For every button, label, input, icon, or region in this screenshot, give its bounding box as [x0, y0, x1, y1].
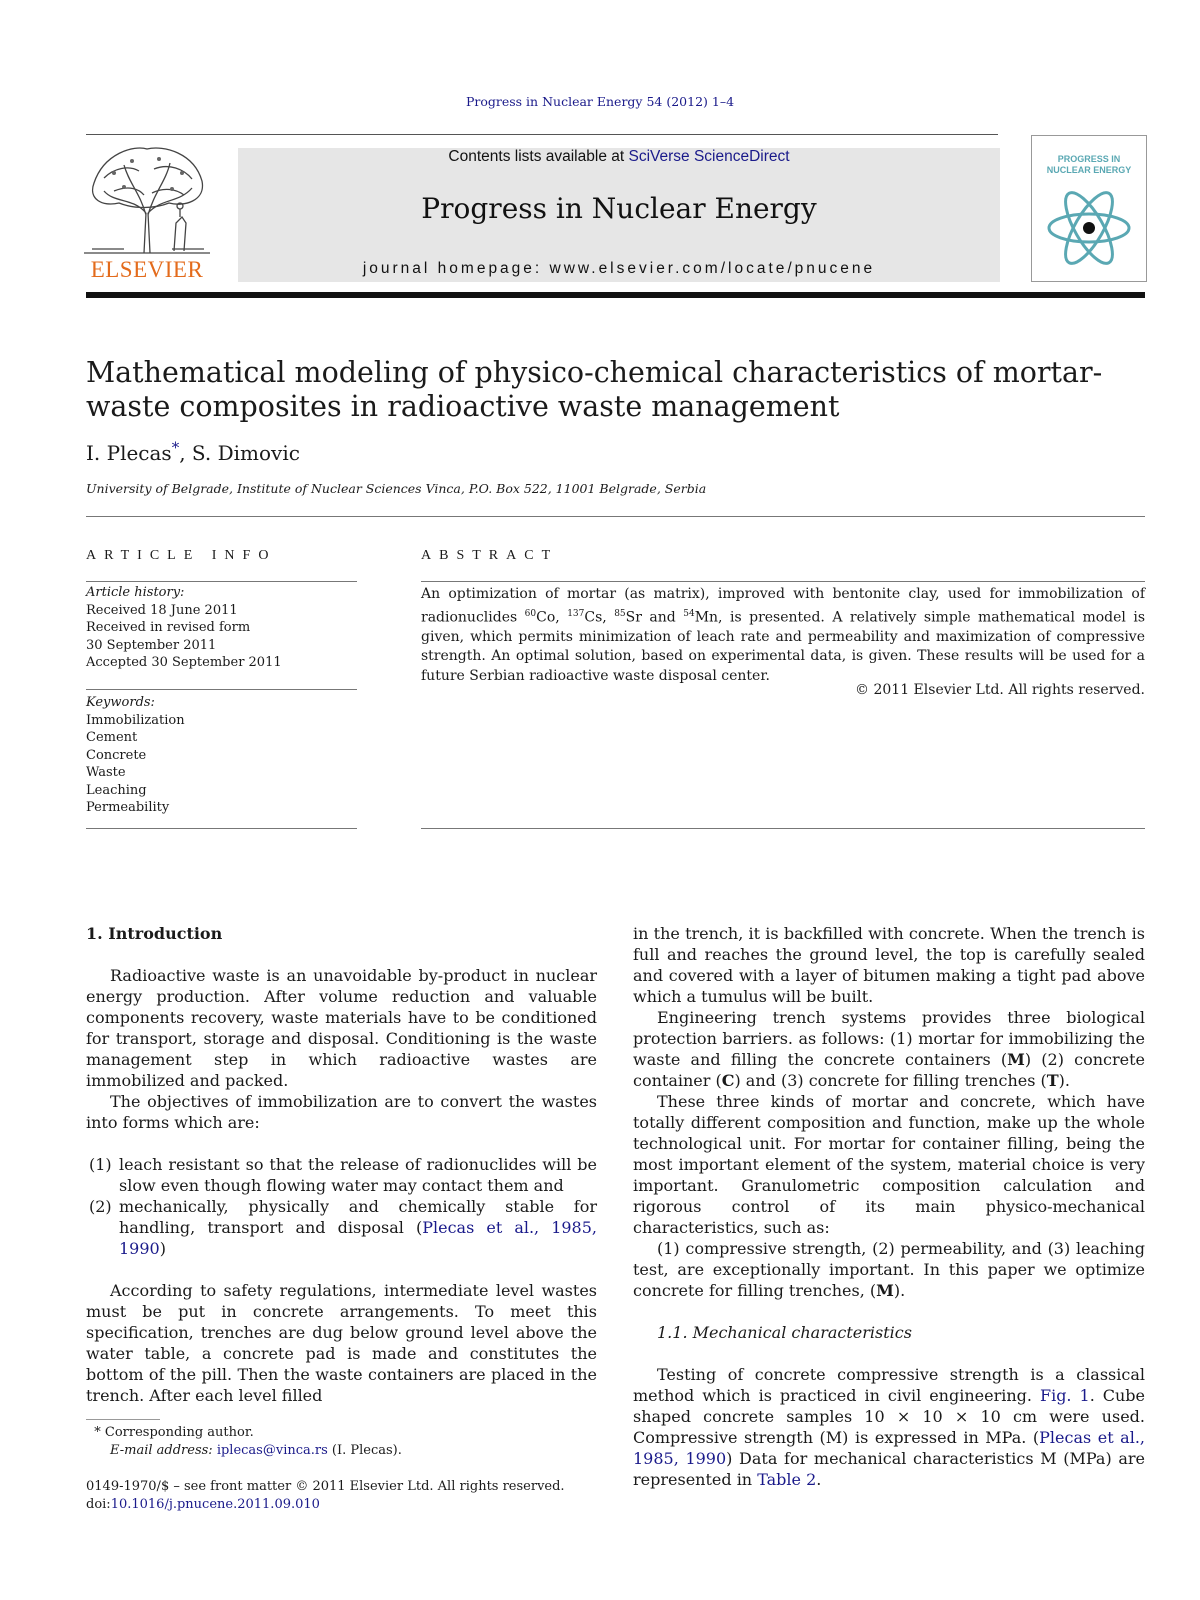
- isotope-mass-number: 54: [683, 608, 695, 619]
- article-history: [86, 584, 357, 672]
- doi-line: [86, 1496, 565, 1514]
- footnote-mark: *: [94, 1425, 101, 1440]
- text-segment: Engineering trench systems provides three biological protection barriers. as follows: (1) mortar for immobilizing the waste and filling the concrete containers (: [633, 1008, 1145, 1069]
- abstract-text: [421, 585, 1145, 686]
- text-segment: ).: [1058, 1071, 1070, 1090]
- abstract-segment: Co,: [536, 609, 568, 626]
- numbered-list: [86, 1154, 597, 1259]
- list-item: [86, 1196, 597, 1259]
- journal-name: Progress in Nuclear Energy: [421, 192, 817, 225]
- keywords-label: Keywords:: [86, 695, 155, 710]
- text-segment: ) and (3) concrete for filling trenches (: [734, 1071, 1047, 1090]
- elsevier-logo[interactable]: [84, 143, 210, 283]
- bold-symbol: T: [1046, 1071, 1059, 1090]
- abstract-copyright: © 2011 Elsevier Ltd. All rights reserved.: [855, 682, 1145, 698]
- text-segment: (1) compressive strength, (2) permeability, and (3) leaching test, are exceptionally important. In this paper we optimize concrete for filling trenches, (: [633, 1239, 1145, 1300]
- bold-symbol: M: [876, 1281, 894, 1300]
- text-segment: ).: [893, 1281, 906, 1300]
- email-link[interactable]: iplecas@vinca.rs: [216, 1442, 328, 1458]
- paragraph: Radioactive waste is an unavoidable by-product in nuclear energy production. After volume reduction and valuable components recovery, waste materials have to be conditioned for transport, storage and disposal. Conditioning is the waste management step in which radioactive wastes are immobilized and packed.: [86, 966, 597, 1090]
- footnote: [86, 1424, 402, 1459]
- issn-line: 0149-1970/$ – see front matter © 2011 Elsevier Ltd. All rights reserved.: [86, 1479, 565, 1494]
- divider: [421, 828, 1145, 829]
- divider: [86, 581, 357, 582]
- footnote-corresponding: [86, 1424, 402, 1442]
- text-segment: ) Data for mechanical characteristics M (MPa) are represented in: [633, 1449, 1146, 1489]
- article-title: Mathematical modeling of physico-chemical characteristics of mortar-waste composites in radioactive waste management: [86, 356, 1103, 423]
- list-item-text: mechanically, physically and chemically stable for handling, transport and disposal (: [119, 1197, 597, 1237]
- article-info-heading: ARTICLE INFO: [86, 548, 277, 563]
- abstract-segment: Cs,: [584, 609, 615, 626]
- paragraph: in the trench, it is backfilled with concrete. When the trench is full and reaches the ground level, the top is carefully sealed and covered with a layer of bitumen making a tight pad above which a tumulus will be built.: [633, 924, 1145, 1006]
- subsection-heading: 1.1. Mechanical characteristics: [657, 1323, 912, 1342]
- isotope-mass-number: 137: [567, 608, 585, 619]
- author-list: [86, 438, 300, 465]
- journal-cover-thumbnail[interactable]: [1031, 135, 1147, 282]
- bold-symbol: M: [1007, 1050, 1025, 1069]
- journal-citation[interactable]: Progress in Nuclear Energy 54 (2012) 1–4: [465, 94, 735, 109]
- history-label: Article history:: [86, 585, 185, 600]
- cover-title-line-2: NUCLEAR ENERGY: [1046, 165, 1132, 175]
- paragraph: According to safety regulations, intermediate level wastes must be put in concrete arrangements. To meet this specification, trenches are dug below ground level above the water table, a concrete pad is made and constitutes the bottom of the pill. Then the waste containers are placed in the trench. After each level filled: [86, 1281, 597, 1405]
- text-segment: . Cube shaped concrete samples 10 × 10 × 10 cm were used. Compressive strength (M) is expressed in MPa. (: [633, 1386, 1146, 1447]
- body-column-left: [86, 923, 597, 1406]
- tree-icon: [84, 143, 210, 255]
- footnote-rule: [86, 1419, 160, 1420]
- header-rule: [86, 134, 998, 135]
- paragraph: These three kinds of mortar and concrete, which have totally different composition and function, make up the whole technological unit. For mortar for container filling, being the most important element of the system, material choice is very important. Granulometric composition calculation and rigorous control of its main physico-mechanical characteristics, such as:: [633, 1092, 1145, 1237]
- history-item: Received 18 June 2011: [86, 602, 238, 618]
- keyword: Concrete: [86, 747, 147, 763]
- text-segment: .: [816, 1470, 822, 1489]
- text-segment: Testing of concrete compressive strength is a classical method which is practiced in civil engineering.: [633, 1365, 1145, 1405]
- paragraph: [633, 1238, 1145, 1301]
- divider: [86, 689, 357, 690]
- divider: [421, 581, 1145, 582]
- author-name[interactable]: , S. Dimovic: [179, 441, 300, 465]
- doi-label: doi:: [86, 1496, 111, 1512]
- citation-link[interactable]: Plecas et al., 1985, 1990: [633, 1428, 1145, 1468]
- table-link[interactable]: Table 2: [757, 1470, 817, 1489]
- bold-symbol: C: [721, 1071, 735, 1090]
- cover-title: [1032, 154, 1146, 176]
- footnote-text: Corresponding author.: [100, 1425, 254, 1440]
- paragraph: [633, 1007, 1145, 1091]
- abstract-segment: Sr and: [625, 609, 684, 626]
- front-matter: [86, 1478, 565, 1513]
- journal-homepage-link[interactable]: journal homepage: www.elsevier.com/locate/pnucene: [362, 260, 876, 277]
- email-suffix: (I. Plecas).: [327, 1442, 402, 1458]
- keyword: Cement: [86, 730, 138, 745]
- list-item-text: leach resistant so that the release of radionuclides will be slow even though flowing water may contact them and: [119, 1155, 597, 1195]
- email-label: E-mail address:: [110, 1442, 217, 1458]
- section-heading: 1. Introduction: [86, 924, 223, 943]
- keyword: Permeability: [86, 800, 170, 815]
- isotope-mass-number: 60: [524, 608, 537, 619]
- isotope-mass-number: 85: [614, 608, 626, 619]
- keyword: Immobilization: [86, 712, 185, 728]
- abstract-heading: ABSTRACT: [421, 548, 559, 563]
- doi-link[interactable]: 10.1016/j.pnucene.2011.09.010: [110, 1496, 320, 1512]
- body-column-right: [633, 923, 1145, 1490]
- history-item: Received in revised form: [86, 620, 251, 635]
- corresponding-author-mark[interactable]: *: [171, 438, 180, 457]
- paragraph: [633, 1364, 1145, 1490]
- author-name[interactable]: I. Plecas: [86, 441, 172, 465]
- keyword: Waste: [86, 765, 126, 780]
- footnote-email: [86, 1442, 402, 1460]
- figure-link[interactable]: Fig. 1: [1039, 1386, 1090, 1405]
- affiliation: University of Belgrade, Institute of Nuclear Sciences Vinca, P.O. Box 522, 11001 Belgrade, Serbia: [86, 481, 707, 496]
- paragraph: The objectives of immobilization are to convert the wastes into forms which are:: [86, 1092, 597, 1132]
- keywords: [86, 694, 357, 817]
- list-item-text: ): [159, 1239, 166, 1258]
- contents-prefix: Contents lists available at: [448, 148, 629, 165]
- citation-link[interactable]: Plecas et al., 1985, 1990: [119, 1218, 598, 1258]
- history-item: Accepted 30 September 2011: [86, 655, 282, 670]
- text-segment: ) (2) concrete container (: [633, 1050, 1145, 1090]
- sciencedirect-link[interactable]: SciVerse ScienceDirect: [628, 148, 790, 165]
- keyword: Leaching: [86, 782, 147, 798]
- list-number: (2): [89, 1197, 112, 1216]
- history-item: 30 September 2011: [86, 637, 217, 653]
- journal-banner: [238, 148, 1000, 282]
- atom-icon: [1033, 188, 1145, 268]
- masthead-rule: [86, 292, 1145, 298]
- contents-line: [238, 148, 1000, 166]
- cover-title-line-1: PROGRESS IN: [1057, 154, 1121, 164]
- abstract-segment: Mn, is presented. A relatively simple mathematical model is given, which permits minimization of leach rate and permeability and maximization of compressive strength. An optimal solution, based on experimental data, is given. These results will be used for a future Serbian radioactive waste disposal center.: [421, 609, 1146, 684]
- title-rule: [86, 516, 1145, 517]
- list-item: [86, 1154, 597, 1196]
- elsevier-wordmark: ELSEVIER: [90, 257, 204, 282]
- list-number: (1): [89, 1155, 112, 1174]
- abstract-segment: An optimization of mortar (as matrix), improved with bentonite clay, used for immobilization of radionuclides: [421, 586, 1145, 626]
- divider: [86, 828, 357, 829]
